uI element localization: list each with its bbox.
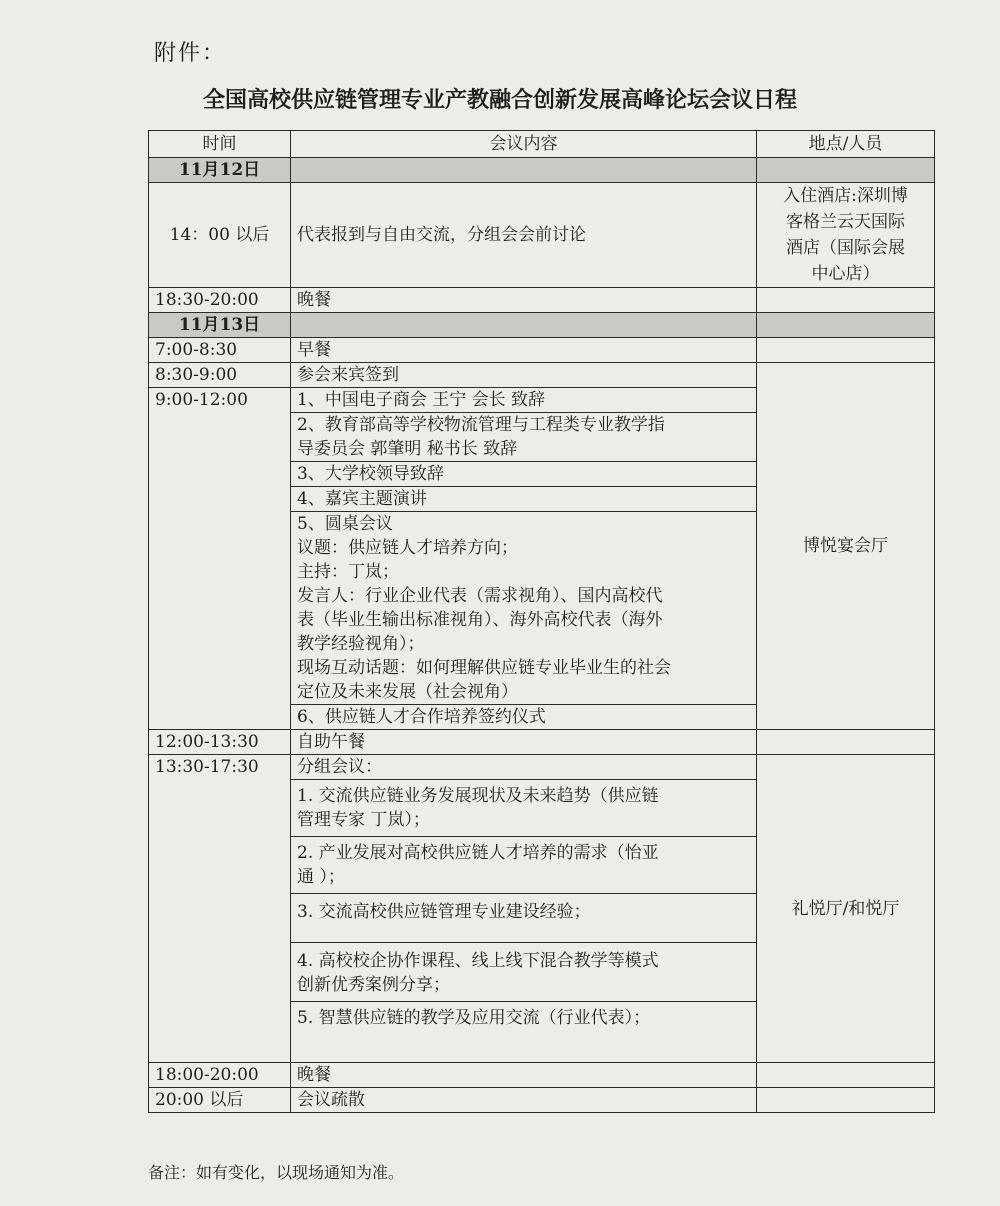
list-item: 1. 交流供应链业务发展现状及未来趋势（供应链 管理专家 丁岚）； — [291, 780, 757, 837]
table-row — [149, 1063, 935, 1088]
table-row — [149, 363, 935, 388]
date-day2: 11月13日 — [149, 313, 291, 338]
header-time: 时间 — [149, 131, 291, 158]
row-content: 会议疏散 — [291, 1088, 757, 1113]
row-content: 晚餐 — [291, 1063, 757, 1088]
row-time: 7:00-8:30 — [149, 338, 291, 363]
row-content: 参会来宾签到 — [291, 363, 757, 388]
morning-venue: 博悦宴会厅 — [757, 363, 935, 730]
list-item: 1、中国电子商会 王宁 会长 致辞 — [291, 388, 757, 413]
table-row — [149, 338, 935, 363]
afternoon-venue: 礼悦厅/和悦厅 — [757, 755, 935, 1063]
list-item: 5、圆桌会议 议题：供应链人才培养方向； 主持：丁岚； 发言人：行业企业代表（需求视角）、国内高校代 表（毕业生输出标准视角）、海外高校代表（海外 教学经验视角）； 现场互动话题：如何理解供应链专业毕业生的社会 定位及未来发展（社会视角） — [291, 512, 757, 705]
row-time: 18:00-20:00 — [149, 1063, 291, 1088]
row-time: 8:30-9:00 — [149, 363, 291, 388]
attachment-label: 附件： — [154, 41, 227, 66]
list-item: 2、教育部高等学校物流管理与工程类专业教学指 导委员会 郭肇明 秘书长 致辞 — [291, 413, 757, 462]
schedule-table — [148, 130, 935, 1113]
date-row-day2 — [149, 313, 935, 338]
hotel-info: 入住酒店:深圳博 客格兰云天国际 酒店（国际会展 中心店） — [757, 183, 935, 288]
list-item: 6、供应链人才合作培养签约仪式 — [291, 705, 757, 730]
row-content: 早餐 — [291, 338, 757, 363]
row-time: 18:30-20:00 — [149, 288, 291, 313]
list-item: 2. 产业发展对高校供应链人才培养的需求（怡亚 通 ）； — [291, 837, 757, 894]
list-item: 3. 交流高校供应链管理专业建设经验； — [291, 894, 757, 943]
afternoon-time: 13:30-17:30 — [149, 755, 291, 1063]
row-time: 12:00-13:30 — [149, 730, 291, 755]
row-content: 晚餐 — [291, 288, 757, 313]
table-row — [149, 755, 935, 780]
date-day1: 11月12日 — [149, 158, 291, 183]
table-row — [149, 730, 935, 755]
header-place: 地点/人员 — [757, 131, 935, 158]
header-content: 会议内容 — [291, 131, 757, 158]
list-item: 4、嘉宾主题演讲 — [291, 487, 757, 512]
table-header-row — [149, 131, 935, 158]
list-item: 5. 智慧供应链的教学及应用交流（行业代表）； — [291, 1002, 757, 1063]
table-row — [149, 1088, 935, 1113]
row-content: 代表报到与自由交流，分组会会前讨论 — [291, 183, 757, 288]
list-item: 3、大学校领导致辞 — [291, 462, 757, 487]
row-time: 20:00 以后 — [149, 1088, 291, 1113]
list-item: 4. 高校校企协作课程、线上线下混合教学等模式 创新优秀案例分享； — [291, 943, 757, 1002]
morning-time: 9:00-12:00 — [149, 388, 291, 730]
table-row — [149, 183, 935, 288]
page-title: 全国高校供应链管理专业产教融合创新发展高峰论坛会议日程 — [202, 87, 797, 113]
date-row-day1 — [149, 158, 935, 183]
list-item: 分组会议： — [291, 755, 757, 780]
row-content: 自助午餐 — [291, 730, 757, 755]
footnote: 备注：如有变化，以现场通知为准。 — [148, 1163, 405, 1182]
table-row — [149, 288, 935, 313]
row-time: 14：00 以后 — [149, 183, 291, 288]
